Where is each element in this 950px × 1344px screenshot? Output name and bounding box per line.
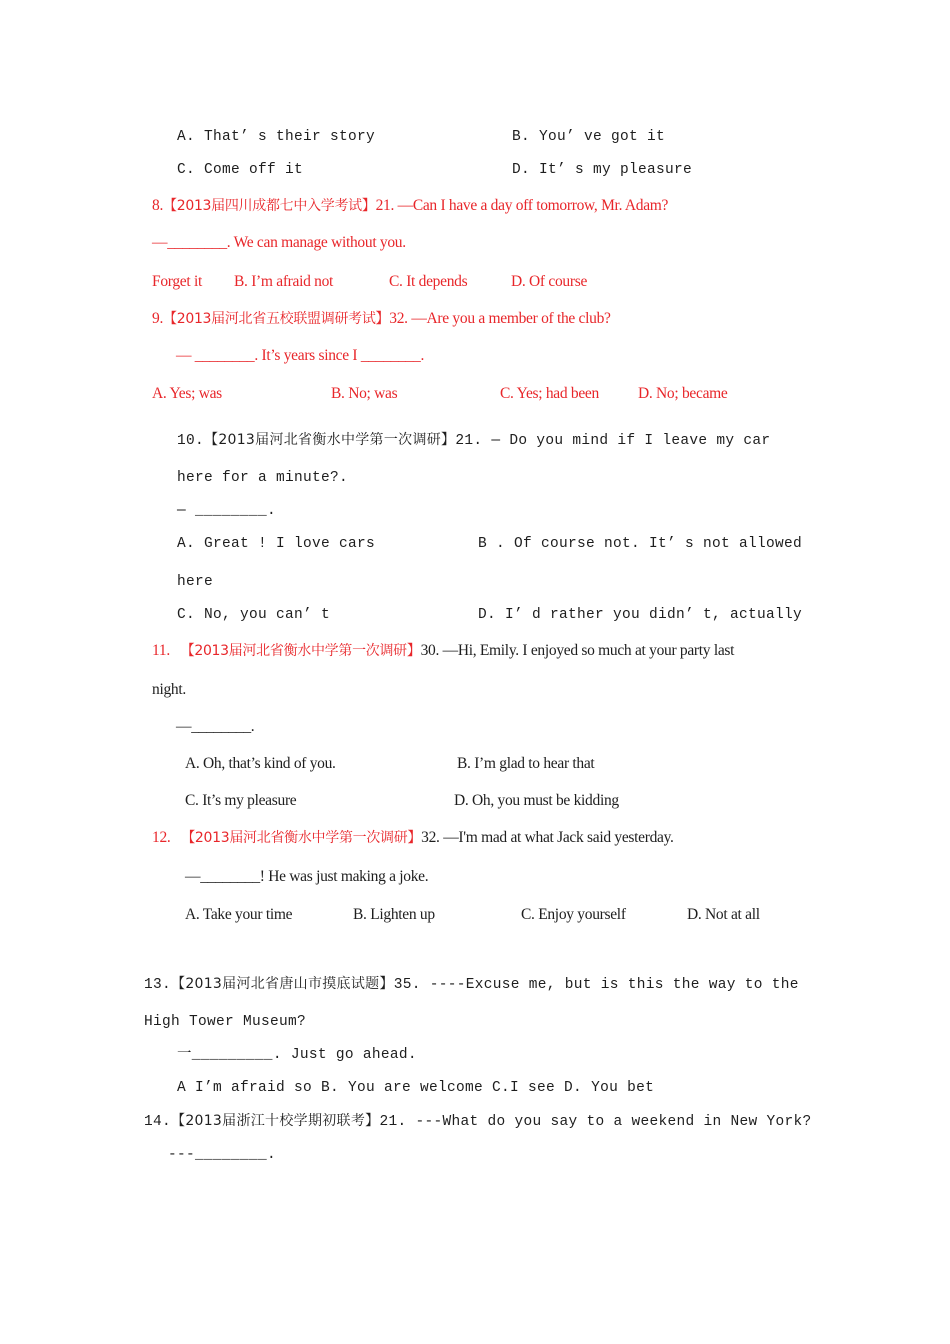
question-number: 10.	[177, 433, 205, 449]
question-source: 【2013届河北省衡水中学第一次调研】	[180, 643, 421, 659]
question-9-line	[152, 309, 611, 329]
question-13-response: 一_________. Just go ahead.	[177, 1047, 417, 1063]
option-d: D. No; became	[638, 385, 728, 402]
option-a: A. Take your time	[185, 906, 293, 923]
question-13-line	[144, 974, 799, 995]
question-number: 14.	[144, 1114, 172, 1130]
option-c: C. It depends	[389, 273, 468, 290]
question-text: 21. —Can I have a day off tomorrow, Mr. Adam?	[375, 197, 669, 214]
option-a: A. Oh, that’s kind of you.	[185, 755, 336, 772]
option-b: B. I’m afraid not	[234, 273, 334, 290]
option-c: C. Yes; had been	[500, 385, 599, 402]
question-source: 【2013届河北省五校联盟调研考试】	[163, 311, 390, 327]
option-c: C. No, you can’ t	[177, 607, 331, 623]
question-13-continuation: High Tower Museum?	[144, 1014, 307, 1030]
question-source: 【2013届四川成都七中入学考试】	[163, 198, 376, 214]
question-number: 9.	[152, 310, 164, 327]
question-11-continuation: night.	[152, 681, 186, 698]
option-d: D. Oh, you must be kidding	[454, 792, 619, 809]
option-a: Forget it	[152, 273, 202, 290]
option-b-continuation: here	[177, 574, 214, 590]
question-11-response: —________.	[176, 718, 255, 735]
option-b: B . Of course not. It’ s not allowed	[478, 536, 803, 552]
option-a: A. Great ! I love cars	[177, 536, 376, 552]
question-10-line	[177, 430, 770, 451]
question-source: 【2013届河北省衡水中学第一次调研】	[181, 830, 422, 846]
option-d: D. It’ s my pleasure	[512, 162, 693, 178]
option-c: C. It’s my pleasure	[185, 792, 297, 809]
question-text: 32. —Are you a member of the club?	[389, 310, 611, 327]
question-10-continuation: here for a minute?.	[177, 470, 349, 486]
question-source: 【2013届浙江十校学期初联考】	[171, 1113, 380, 1129]
question-14-line	[144, 1111, 812, 1132]
option-b: B. No; was	[331, 385, 398, 402]
question-text: 35. ----Excuse me, but is this the way to the	[393, 977, 799, 993]
question-14-response: ---________.	[168, 1147, 277, 1163]
question-10-response: — ________.	[177, 503, 277, 519]
option-d: D. I’ d rather you didn’ t, actually	[478, 607, 803, 623]
question-number: 11.	[152, 642, 170, 659]
question-12-response: —________! He was just making a joke.	[185, 868, 429, 885]
question-13-options: A I’m afraid so B. You are welcome C.I see D. You bet	[177, 1080, 655, 1096]
option-c: C. Enjoy yourself	[521, 906, 626, 923]
option-b: B. I’m glad to hear that	[457, 755, 595, 772]
question-11-line	[152, 641, 734, 661]
question-text: 32. —I'm mad at what Jack said yesterday.	[421, 829, 674, 846]
option-a: A. Yes; was	[152, 385, 222, 402]
question-number: 13.	[144, 977, 172, 993]
question-number: 8.	[152, 197, 164, 214]
question-9-response: — ________. It’s years since I ________.	[176, 347, 425, 364]
option-a: A. That’ s their story	[177, 129, 376, 145]
question-8-line	[152, 196, 668, 216]
question-text: 21. — Do you mind if I leave my car	[455, 433, 771, 449]
question-text: 30. —Hi, Emily. I enjoyed so much at your party last	[420, 642, 735, 659]
option-b: B. Lighten up	[353, 906, 435, 923]
question-12-line	[152, 828, 674, 848]
option-b: B. You’ ve got it	[512, 129, 666, 145]
question-source: 【2013届河北省衡水中学第一次调研】	[204, 432, 456, 448]
question-text: 21. ---What do you say to a weekend in New York?	[379, 1114, 812, 1130]
option-d: D. Not at all	[687, 906, 760, 923]
option-c: C. Come off it	[177, 162, 304, 178]
question-number: 12.	[152, 829, 171, 846]
question-source: 【2013届河北省唐山市摸底试题】	[171, 976, 394, 992]
question-8-response: —________. We can manage without you.	[152, 234, 406, 251]
option-d: D. Of course	[511, 273, 588, 290]
